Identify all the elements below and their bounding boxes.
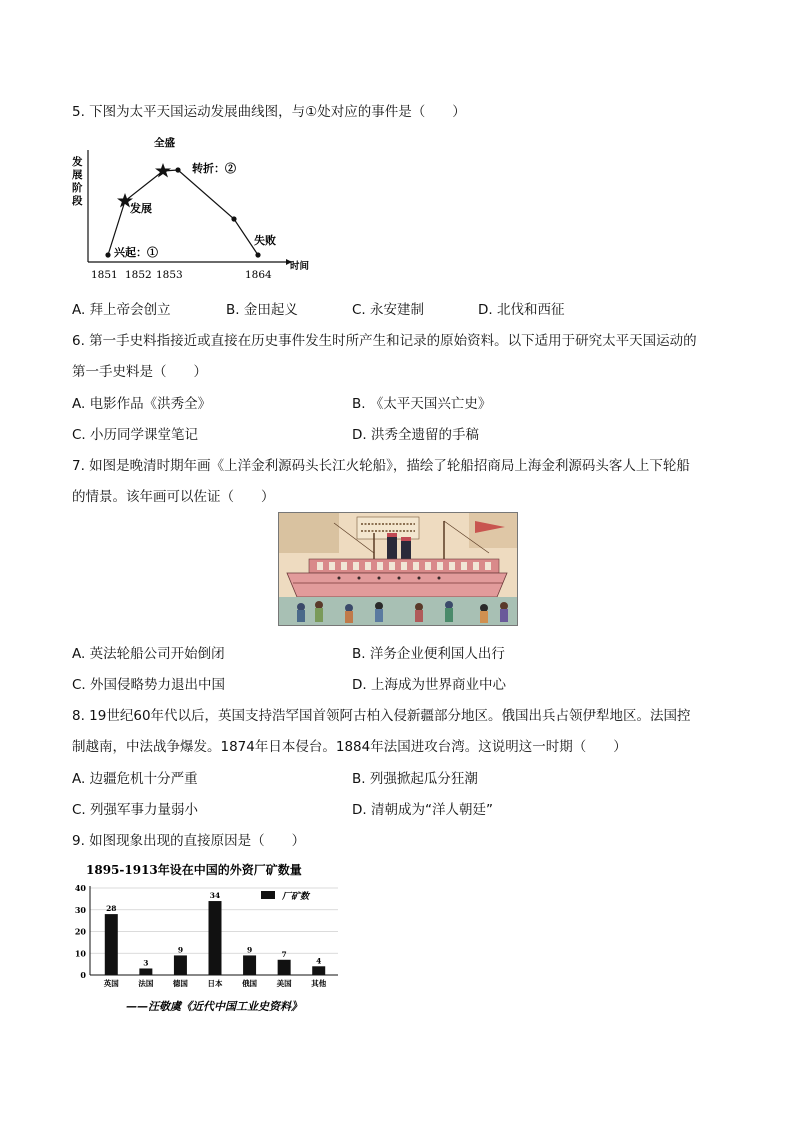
bar-value-label: 4 [316, 956, 322, 966]
bar-6 [312, 966, 325, 975]
steamship-new-year-painting [278, 512, 518, 626]
bar-4 [243, 955, 256, 975]
turn-label: 转折：② [192, 162, 236, 175]
bar-0 [105, 914, 118, 975]
q8-option-a[interactable]: A. 边疆危机十分严重 [72, 771, 198, 787]
year-1853: 1853 [156, 269, 183, 281]
q7-stem-line1: 7. 如图是晚清时期年画《上洋金利源码头长江火轮船》，描绘了轮船招商局上海金利源码头客人上下轮船 [72, 458, 690, 474]
q6-option-c[interactable]: C. 小历同学课堂笔记 [72, 427, 199, 443]
q7-option-a[interactable]: A. 英法轮船公司开始倒闭 [72, 646, 225, 662]
y-axis-label-1: 发 [72, 156, 83, 168]
q8-stem-line1: 8. 19世纪60年代以后，英国支持浩罕国首领阿古柏入侵新疆部分地区。俄国出兵占领伊犁地区。法国控 [72, 708, 691, 724]
bar-value-label: 9 [246, 945, 253, 955]
develop-label: 发展 [130, 202, 152, 215]
q6-option-b[interactable]: B. 《太平天国兴亡史》 [352, 396, 492, 412]
legend-swatch [261, 891, 275, 899]
category-label: 英国 [103, 979, 119, 988]
chart-source: ——汪敬虞《近代中国工业史资料》 [126, 1000, 302, 1013]
y-tick-label: 10 [74, 948, 86, 959]
y-axis-label-3: 阶 [72, 182, 83, 194]
category-label: 其他 [311, 979, 327, 988]
category-label: 德国 [172, 979, 188, 988]
peak-label: 全盛 [154, 137, 175, 149]
q7-option-c[interactable]: C. 外国侵略势力退出中国 [72, 677, 226, 693]
category-label: 日本 [207, 979, 223, 988]
bar-5 [278, 960, 291, 975]
q7-stem-line2: 的情景。该年画可以佐证（ ） [72, 489, 275, 505]
bar-value-label: 7 [281, 949, 287, 959]
y-tick-label: 0 [80, 970, 86, 980]
q5-option-d[interactable]: D. 北伐和西征 [478, 302, 565, 318]
bar-value-label: 28 [106, 904, 117, 914]
bar-2 [174, 955, 187, 975]
y-axis-label-4: 段 [72, 195, 83, 207]
y-axis-label-2: 展 [72, 169, 83, 181]
bar-value-label: 9 [177, 945, 184, 955]
foreign-factories-bar-chart [68, 858, 358, 1018]
y-tick-label: 20 [74, 926, 86, 937]
q5-option-c[interactable]: C. 永安建制 [352, 302, 425, 318]
q6-option-d[interactable]: D. 洪秀全遗留的手稿 [352, 427, 479, 443]
q8-option-c[interactable]: C. 列强军事力量弱小 [72, 802, 199, 818]
bar-3 [209, 901, 222, 975]
chart-title: 1895-1913年设在中国的外资厂矿数量 [86, 863, 302, 877]
y-tick-label: 40 [74, 883, 86, 893]
q5-option-a[interactable]: A. 拜上帝会创立 [72, 302, 171, 318]
category-label: 美国 [276, 979, 292, 988]
q6-option-a[interactable]: A. 电影作品《洪秀全》 [72, 396, 212, 412]
fail-label: 失败 [254, 234, 276, 247]
year-1852: 1852 [125, 269, 152, 281]
category-label: 法国 [138, 979, 154, 988]
bar-value-label: 3 [143, 958, 149, 968]
category-label: 俄国 [242, 979, 258, 988]
y-tick-label: 30 [74, 904, 86, 915]
bar-1 [139, 968, 152, 975]
q7-option-d[interactable]: D. 上海成为世界商业中心 [352, 677, 506, 693]
x-axis-label: 时间 [290, 261, 310, 272]
year-1851: 1851 [91, 269, 118, 281]
taiping-development-diagram [68, 132, 328, 282]
q6-stem-line2: 第一手史料是（ ） [72, 364, 207, 380]
bar-value-label: 34 [209, 891, 221, 901]
q9-stem: 9. 如图现象出现的直接原因是（ ） [72, 833, 306, 849]
year-1864: 1864 [245, 269, 272, 281]
rise-label: 兴起：① [114, 246, 158, 259]
legend-label: 厂矿数 [282, 892, 310, 902]
q8-option-b[interactable]: B. 列强掀起瓜分狂潮 [352, 771, 478, 787]
q8-option-d[interactable]: D. 清朝成为“洋人朝廷” [352, 802, 493, 818]
q5-stem: 5. 下图为太平天国运动发展曲线图，与①处对应的事件是（ ） [72, 104, 466, 120]
q5-option-b[interactable]: B. 金田起义 [226, 302, 298, 318]
q7-option-b[interactable]: B. 洋务企业便利国人出行 [352, 646, 505, 662]
q6-stem-line1: 6. 第一手史料指接近或直接在历史事件发生时所产生和记录的原始资料。以下适用于研究太平天国运动的 [72, 333, 697, 349]
q8-stem-line2: 制越南，中法战争爆发。1874年日本侵台。1884年法国进攻台湾。这说明这一时期（ ） [72, 739, 627, 755]
